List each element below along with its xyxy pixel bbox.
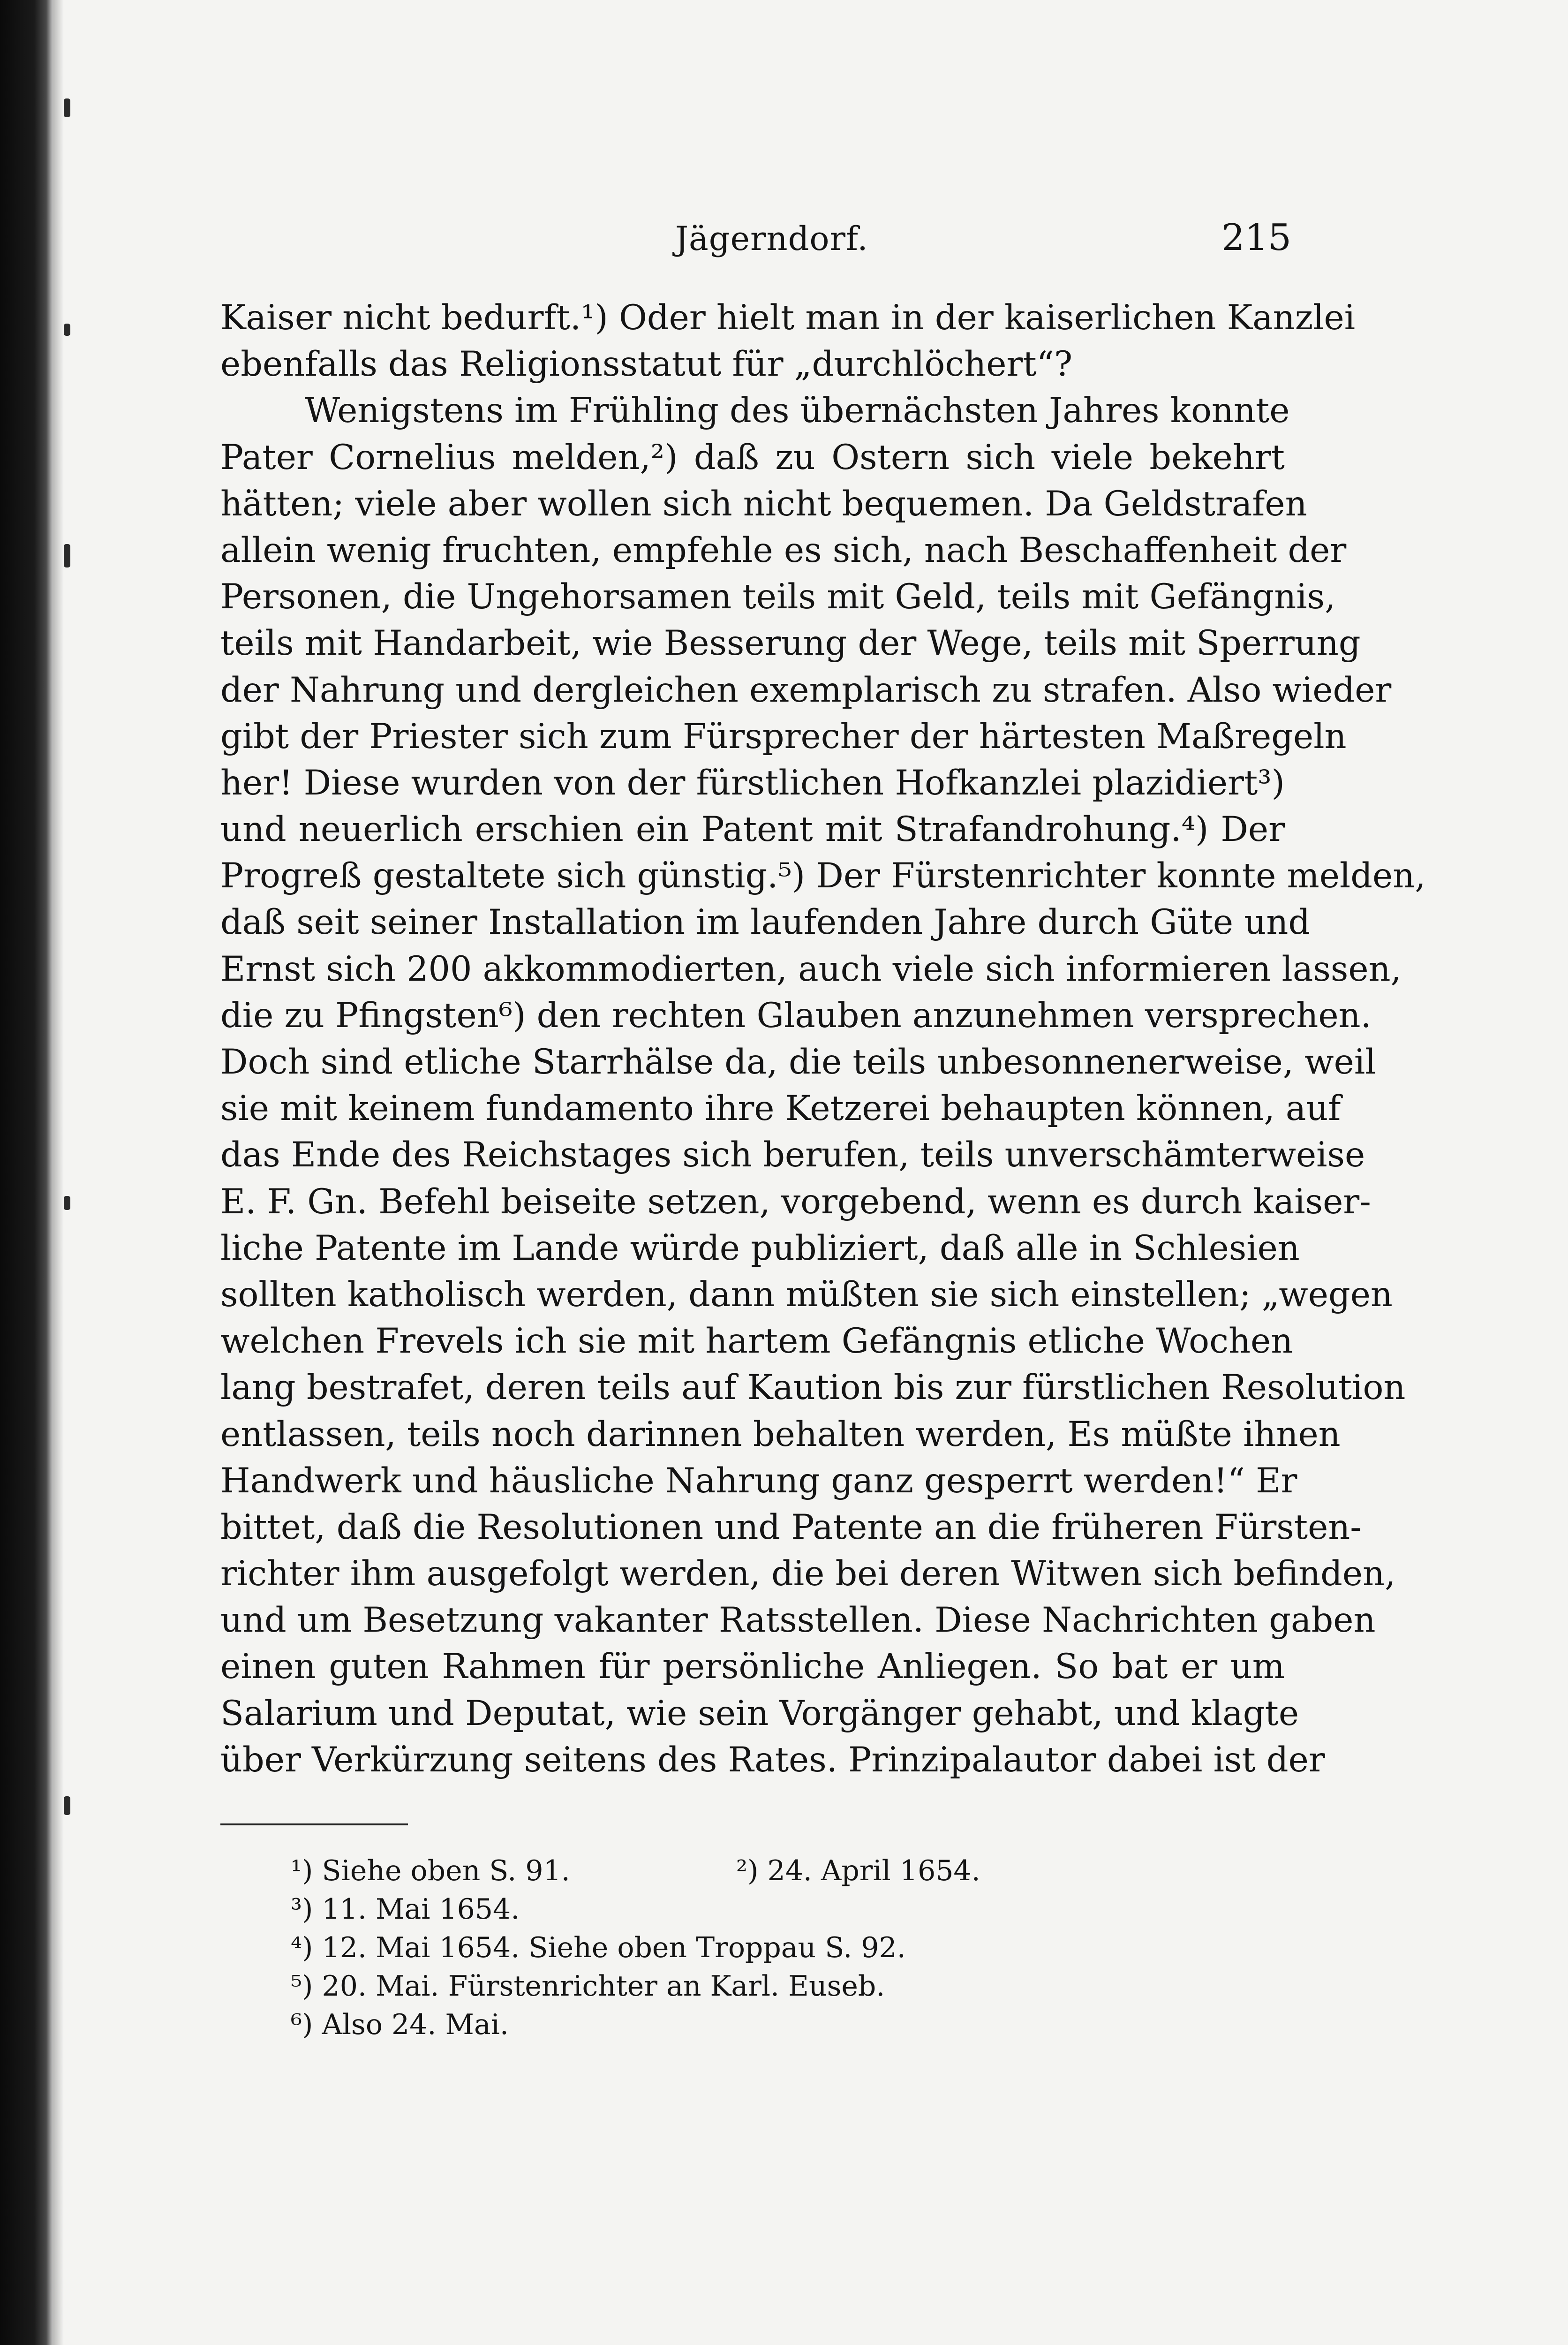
- text-line: bittet, daß die Resolutionen und Patente an die früheren Fürsten-: [220, 1507, 1362, 1547]
- text-line: Doch sind etliche Starrhälse da, die teils unbesonnenerweise, weil: [220, 1042, 1376, 1082]
- footnote-text: ⁵) 20. Mai. Fürstenrichter an Karl. Euseb.: [291, 1970, 885, 2003]
- footnotes: [291, 1852, 1182, 2044]
- margin-mark: [64, 1196, 70, 1210]
- text-line: her! Diese wurden von der fürstlichen Hofkanzlei plazidiert³): [220, 763, 1285, 803]
- text-line: Ernst sich 200 akkommodierten, auch viele sich informieren lassen,: [220, 949, 1402, 989]
- footnote-text: ²) 24. April 1654.: [736, 1854, 980, 1887]
- text-line: der Nahrung und dergleichen exemplarisch zu strafen. Also wieder: [220, 670, 1392, 710]
- running-head: Jägerndorf.: [675, 219, 868, 258]
- text-line: Kaiser nicht bedurft.¹) Oder hielt man in der kaiserlichen Kanzlei: [220, 298, 1356, 338]
- text-line: die zu Pfingsten⁶) den rechten Glauben anzunehmen versprechen.: [220, 995, 1372, 1036]
- text-line: ebenfalls das Religionsstatut für „durchlöchert“?: [220, 344, 1073, 385]
- footnote: [291, 1929, 1182, 1967]
- text-line: Personen, die Ungehorsamen teils mit Geld, teils mit Gefängnis,: [220, 577, 1336, 617]
- margin-mark: [64, 324, 70, 336]
- footnote: [291, 1890, 1182, 1929]
- margin-mark: [64, 98, 70, 117]
- text-line: sie mit keinem fundamento ihre Ketzerei behaupten können, auf: [220, 1089, 1341, 1129]
- text-line: sollten katholisch werden, dann müßten sie sich einstellen; „wegen: [220, 1274, 1393, 1315]
- text-line: und neuerlich erschien ein Patent mit Strafandrohung.⁴) Der: [220, 809, 1285, 850]
- footnote-text: ³) 11. Mai 1654.: [291, 1893, 520, 1926]
- text-line: gibt der Priester sich zum Fürsprecher der härtesten Maßregeln: [220, 716, 1347, 756]
- footnote-rule: [220, 1823, 408, 1825]
- text-line: lang bestrafet, deren teils auf Kaution bis zur fürstlichen Resolution: [220, 1368, 1406, 1408]
- text-line: entlassen, teils noch darinnen behalten werden, Es müßte ihnen: [220, 1414, 1341, 1454]
- scanner-border: [0, 0, 53, 2345]
- text-line: Handwerk und häusliche Nahrung ganz gesperrt werden!“ Er: [220, 1460, 1297, 1501]
- text-line: daß seit seiner Installation im laufenden Jahre durch Güte und: [220, 902, 1311, 943]
- footnote: [291, 1967, 1182, 2005]
- text-line: und um Besetzung vakanter Ratsstellen. Diese Nachrichten gaben: [220, 1600, 1376, 1641]
- text-line: liche Patente im Lande würde publiziert, daß alle in Schlesien: [220, 1228, 1300, 1268]
- margin-mark: [64, 1796, 70, 1815]
- text-line: richter ihm ausgefolgt werden, die bei deren Witwen sich befinden,: [220, 1554, 1396, 1594]
- footnote-text: ⁴) 12. Mai 1654. Siehe oben Troppau S. 92.: [291, 1931, 906, 1964]
- footnote-text: ⁶) Also 24. Mai.: [291, 2008, 509, 2041]
- text-line: Wenigstens im Frühling des übernächsten Jahres konnte: [305, 391, 1290, 431]
- text-line: Salarium und Deputat, wie sein Vorgänger gehabt, und klagte: [220, 1693, 1299, 1733]
- text-line: Progreß gestaltete sich günstig.⁵) Der Fürstenrichter konnte melden,: [220, 856, 1426, 896]
- text-line: welchen Frevels ich sie mit hartem Gefängnis etliche Wochen: [220, 1321, 1293, 1362]
- text-line: hätten; viele aber wollen sich nicht bequemen. Da Geldstrafen: [220, 484, 1307, 524]
- text-line: das Ende des Reichstages sich berufen, teils unverschämterweise: [220, 1135, 1365, 1175]
- text-line: E. F. Gn. Befehl beiseite setzen, vorgebend, wenn es durch kaiser-: [220, 1181, 1371, 1222]
- footnote: [291, 2005, 1182, 2044]
- text-line: allein wenig fruchten, empfehle es sich, nach Beschaffenheit der: [220, 530, 1347, 570]
- footnote: [291, 1852, 1182, 1890]
- footnote-text: ¹) Siehe oben S. 91.: [291, 1854, 570, 1887]
- body-text: [220, 295, 1426, 1783]
- margin-mark: [64, 544, 70, 567]
- text-line: über Verkürzung seitens des Rates. Prinzipalautor dabei ist der: [220, 1740, 1325, 1780]
- page-number: 215: [1221, 217, 1291, 259]
- text-line: teils mit Handarbeit, wie Besserung der Wege, teils mit Sperrung: [220, 623, 1361, 664]
- text-line: einen guten Rahmen für persönliche Anliegen. So bat er um: [220, 1647, 1285, 1687]
- text-line: Pater Cornelius melden,²) daß zu Ostern sich viele bekehrt: [220, 437, 1285, 477]
